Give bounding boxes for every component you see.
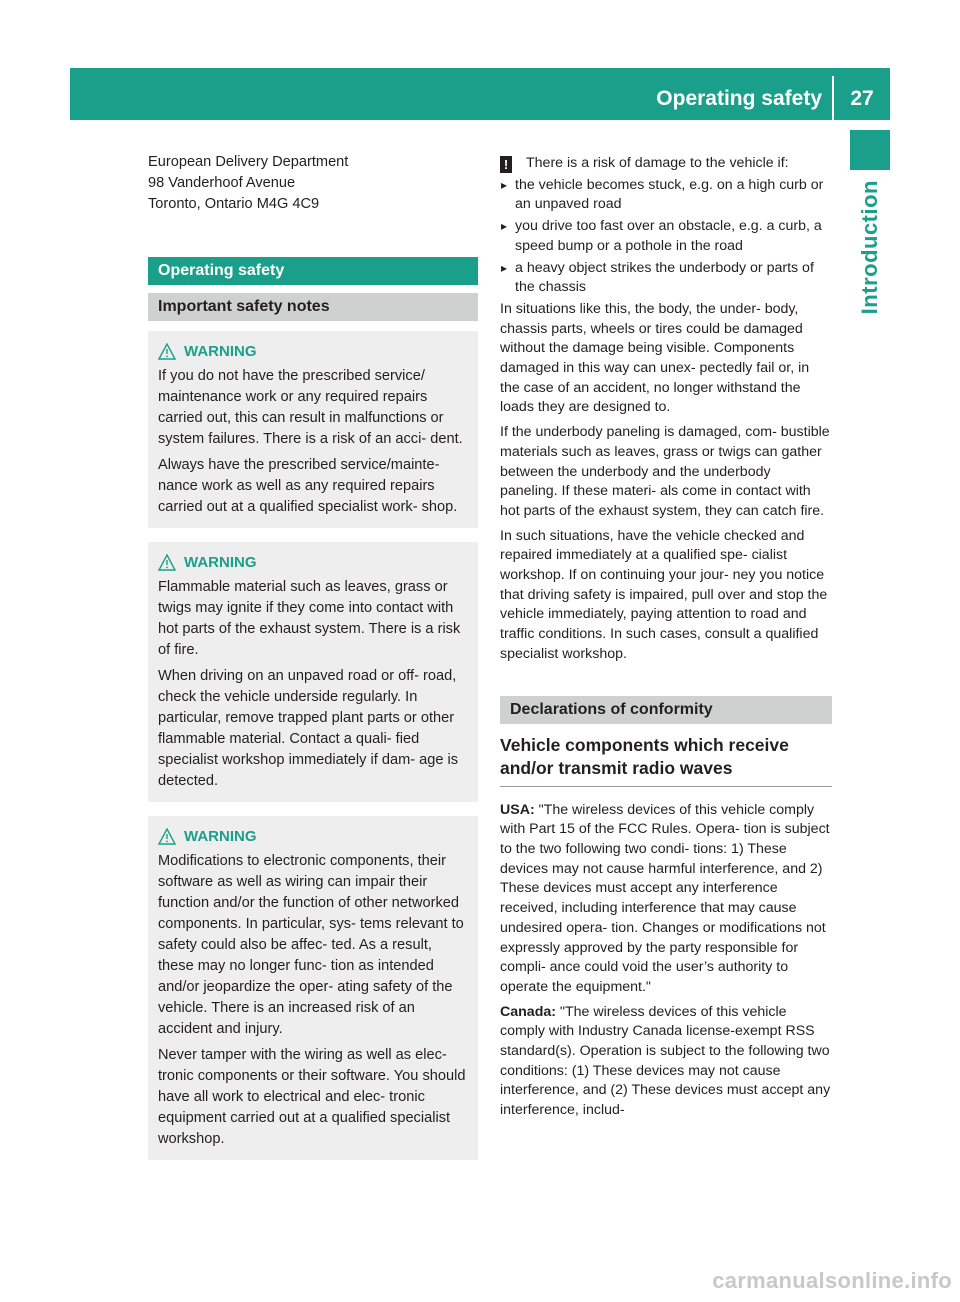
- usa-statement: [500, 801, 832, 998]
- side-tab: [845, 180, 895, 330]
- page-number: 27: [850, 87, 874, 110]
- note-intro: There is a risk of damage to the vehicle if:: [526, 155, 789, 171]
- list-item: ▸ you drive too fast over an obstacle, e.g. a curb, a speed bump or a pothole in the road: [500, 217, 832, 256]
- list-item: ▸ a heavy object strikes the underbody or parts of the chassis: [500, 259, 832, 298]
- warning-label: WARNING: [184, 343, 257, 360]
- address-block: [148, 152, 478, 215]
- header-section-title: Operating safety: [656, 87, 822, 110]
- damage-note: [500, 154, 832, 174]
- side-tab-label: Introduction: [857, 180, 882, 315]
- canada-text: "The wireless devices of this vehicle comply with Industry Canada license-exempt RSS standard(s). Operation is subject to the following two conditions: (1) These devices may not cause interference, and (2) These devices must accept any interference, includ-: [500, 1003, 831, 1119]
- usa-label: USA:: [500, 801, 535, 818]
- watermark: carmanualsonline.info: [712, 1268, 952, 1293]
- warning-box: [148, 816, 478, 1160]
- warning-header: [158, 341, 468, 362]
- warning-text: If you do not have the prescribed service/ maintenance work or any required repairs carried out, this can result in malfunctions or system failures. There is a risk of an acci- dent.: [158, 368, 463, 447]
- warning-triangle-icon: [158, 828, 176, 845]
- warning-text: When driving on an unpaved road or off- road, check the vehicle underside regularly. In particular, remove trapped plant parts or other flammable material. Contact a quali- fied specialist workshop immediately if dam- age is detected.: [158, 668, 459, 789]
- side-marker-block: [850, 130, 890, 170]
- body-paragraph: In situations like this, the body, the under- body, chassis parts, wheels or tires could be damaged without the damage being visible. Components damaged in this way can unex- pectedly fail or, in the case of an accident, no longer withstand the loads they are designed to.: [500, 300, 810, 416]
- warning-label: WARNING: [184, 828, 257, 845]
- list-item: ▸ the vehicle becomes stuck, e.g. on a high curb or an unpaved road: [500, 176, 832, 215]
- warning-triangle-icon: [158, 554, 176, 571]
- right-column: [500, 154, 832, 1126]
- canada-statement: [500, 1003, 832, 1121]
- address-line: Toronto, Ontario M4G 4C9: [148, 196, 320, 212]
- address-line: European Delivery Department: [148, 154, 349, 170]
- warning-text: Never tamper with the wiring as well as elec- tronic components or their software. You should have all work to electrical and elec- tronic equipment carried out at a qualified specialist workshop.: [158, 1047, 466, 1147]
- radio-heading: Vehicle components which receive and/or transmit radio waves: [500, 734, 832, 787]
- warning-text: Flammable material such as leaves, grass or twigs may ignite if they come into contact with hot parts of the exhaust system. There is a risk of fire.: [158, 579, 461, 658]
- exclamation-icon: !: [500, 156, 512, 173]
- warning-triangle-icon: [158, 343, 176, 360]
- body-paragraph: In such situations, have the vehicle checked and repaired immediately at a qualified spe- cialist workshop. If on continuing your jour- ney you notice that driving safety is impaired, pull over and stop the vehicle immediately, paying attention to road and traffic conditions. In such cases, consult a qualified specialist workshop.: [500, 527, 828, 662]
- warning-label: WARNING: [184, 554, 257, 571]
- body-paragraph: If the underbody paneling is damaged, com- bustible materials such as leaves, grass or twigs can gather between the underbody and the underbody paneling. If these materi- als come in contact with hot parts of the exhaust system, they can catch fire.: [500, 424, 830, 519]
- warning-header: [158, 826, 468, 847]
- address-line: 98 Vanderhoof Avenue: [148, 175, 296, 191]
- warning-header: [158, 552, 468, 573]
- usa-text: "The wireless devices of this vehicle comply with Part 15 of the FCC Rules. Opera- tion is subject to the two following two condi- tions: 1) These devices may not cause harmful interference, and 2) These devices must accept any interference received, including interference that may cause undesired opera- tion. Changes or modifications not expressly approved by the party responsible for compli- ance could void the user’s authority to operate the equipment.": [500, 801, 830, 995]
- section-heading: Operating safety: [148, 257, 478, 285]
- subsection-heading: Important safety notes: [148, 293, 478, 321]
- warning-box: [148, 331, 478, 528]
- warning-text: Modifications to electronic components, their software as well as wiring can impair their function and/or the function of other networked components. In particular, sys- tems relevant to safety could also be affec- ted. As a result, these may no longer func- tion as intended and/or jeopardize the oper- ating safety of the vehicle. There is an increased risk of an accident and injury.: [158, 853, 464, 1037]
- warning-text: Always have the prescribed service/mainte- nance work as well as any required repairs carried out at a qualified specialist work- shop.: [158, 457, 458, 515]
- conformity-heading: Declarations of conformity: [500, 696, 832, 724]
- damage-list: [500, 176, 832, 298]
- left-column: [148, 152, 478, 1160]
- canada-label: Canada:: [500, 1003, 556, 1020]
- warning-box: [148, 542, 478, 802]
